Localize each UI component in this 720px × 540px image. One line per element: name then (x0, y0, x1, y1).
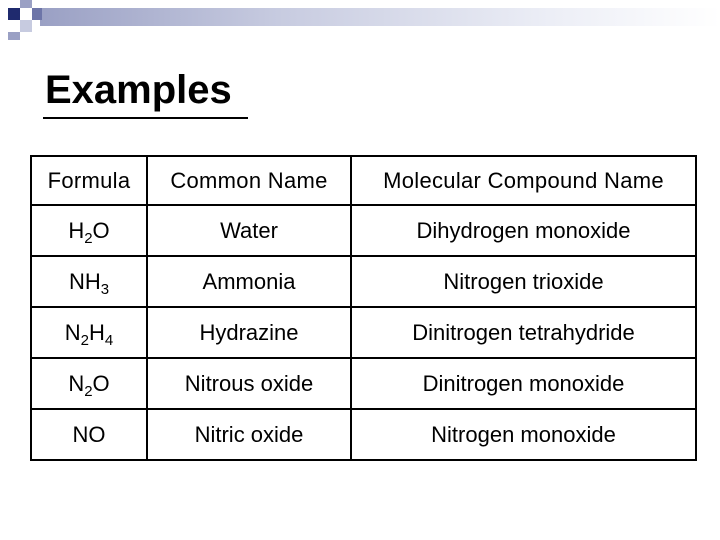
formula-subscript: 2 (80, 331, 89, 349)
common-name-cell: Ammonia (147, 256, 351, 307)
formula-cell (31, 358, 147, 409)
column-header-molecular-name: Molecular Compound Name (351, 156, 696, 205)
molecular-name-cell: Nitrogen monoxide (351, 409, 696, 460)
formula-subscript: 3 (100, 280, 110, 298)
compound-table (30, 155, 697, 461)
slide-title: Examples (45, 68, 232, 112)
column-header-formula: Formula (31, 156, 147, 205)
formula-symbol: NH (68, 268, 101, 294)
formula-symbol: NO (72, 421, 106, 447)
formula-symbol: N (64, 319, 81, 345)
table-header-row (31, 156, 696, 205)
table-body (31, 205, 696, 460)
common-name-cell: Nitric oxide (147, 409, 351, 460)
formula-subscript: 4 (104, 331, 114, 349)
common-name-cell: Hydrazine (147, 307, 351, 358)
common-name-cell: Nitrous oxide (147, 358, 351, 409)
formula-cell (31, 409, 147, 460)
molecular-name-cell: Dihydrogen monoxide (351, 205, 696, 256)
decorative-square (32, 8, 42, 20)
formula-cell (31, 307, 147, 358)
formula-symbol: O (92, 217, 110, 243)
formula-subscript: 2 (84, 229, 93, 247)
formula-symbol: O (92, 370, 110, 396)
table-row (31, 358, 696, 409)
common-name-cell: Water (147, 205, 351, 256)
decorative-square (8, 32, 20, 40)
formula-cell (31, 256, 147, 307)
formula-symbol: N (68, 370, 85, 396)
table-row (31, 409, 696, 460)
formula-subscript: 2 (84, 382, 93, 400)
molecular-name-cell: Nitrogen trioxide (351, 256, 696, 307)
molecular-name-cell: Dinitrogen monoxide (351, 358, 696, 409)
decorative-square (20, 0, 32, 8)
table-row (31, 256, 696, 307)
column-header-common-name: Common Name (147, 156, 351, 205)
formula-symbol: H (89, 319, 105, 345)
formula-cell (31, 205, 147, 256)
decorative-square (8, 8, 20, 20)
decorative-gradient-band (40, 8, 720, 26)
title-underline (43, 117, 248, 119)
table-row (31, 205, 696, 256)
decorative-square (20, 20, 32, 32)
decorative-header-strip (0, 0, 720, 40)
molecular-name-cell: Dinitrogen tetrahydride (351, 307, 696, 358)
table-row (31, 307, 696, 358)
formula-symbol: H (68, 217, 85, 243)
